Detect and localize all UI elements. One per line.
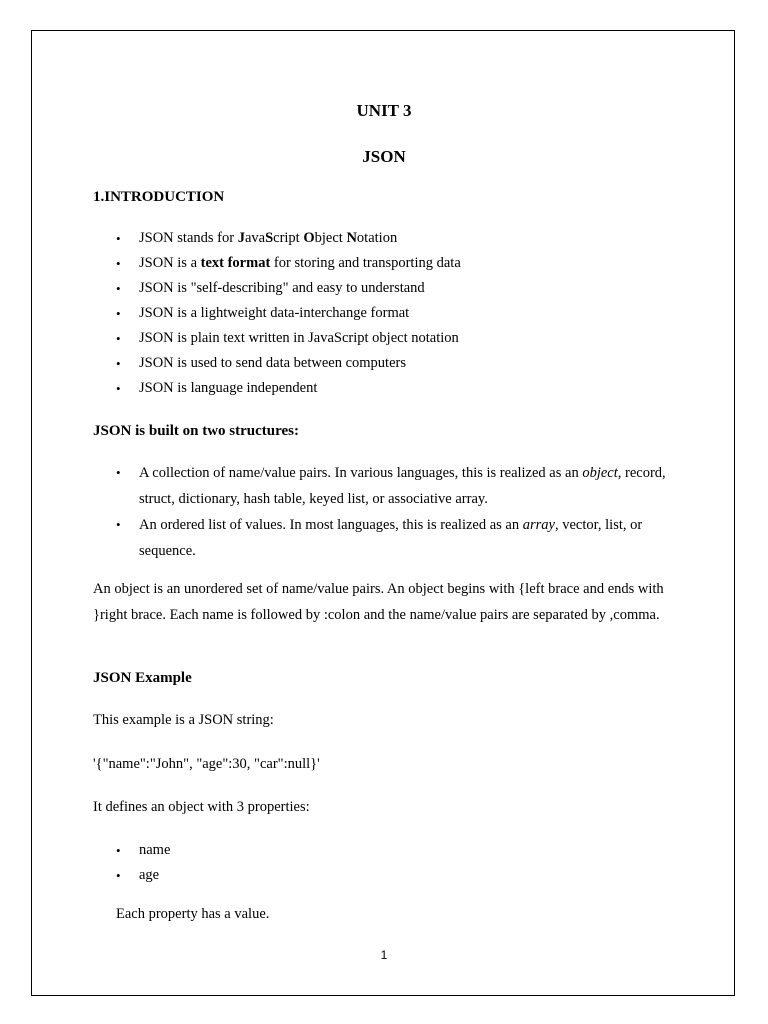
structures-heading: JSON is built on two structures: (93, 423, 299, 439)
bullet-text: An ordered list of values. In most languages, this is realized as an array, vector, list, or sequence. (139, 517, 643, 559)
list-item (0, 251, 768, 276)
list-item (0, 351, 768, 376)
bullet-icon: • (116, 256, 121, 271)
example-intro: This example is a JSON string: (93, 712, 274, 728)
topic-title: JSON (362, 147, 406, 166)
intro-heading: 1.INTRODUCTION (93, 189, 225, 205)
bullet-text: JSON is plain text written in JavaScript object notation (139, 330, 459, 346)
properties-list (0, 838, 768, 888)
bullet-text: JSON is language independent (139, 380, 318, 396)
bullet-icon: • (116, 356, 121, 371)
bullet-icon: • (116, 281, 121, 296)
example-heading: JSON Example (93, 670, 192, 686)
each-property-text: Each property has a value. (116, 906, 270, 922)
defines-text: It defines an object with 3 properties: (93, 799, 310, 815)
bullet-icon: • (116, 868, 121, 883)
bullet-icon: • (116, 465, 121, 480)
list-item (0, 226, 768, 251)
bullet-text: JSON stands for JavaScript Object Notation (139, 230, 398, 246)
list-item (0, 460, 768, 512)
bullet-text: A collection of name/value pairs. In various languages, this is realized as an object, record, struct, dictionary, hash table, keyed list, or associative array. (139, 465, 666, 507)
bullet-icon: • (116, 517, 121, 532)
bullet-text: age (139, 867, 160, 883)
bullet-text: JSON is a text format for storing and transporting data (139, 255, 461, 271)
bullet-text: JSON is a lightweight data-interchange format (139, 305, 410, 321)
bullet-text: JSON is "self-describing" and easy to understand (139, 280, 425, 296)
page-number: 1 (380, 948, 388, 962)
bullet-text: name (139, 842, 171, 858)
structures-list (0, 460, 768, 564)
bullet-text: JSON is used to send data between computers (139, 355, 406, 371)
object-paragraph: An object is an unordered set of name/value pairs. An object begins with {left brace and ends with }right brace. Each name is followed by :colon and the name/value pairs are separated by ,comma. (93, 581, 664, 623)
list-item (0, 838, 768, 863)
bullet-icon: • (116, 381, 121, 396)
example-string: '{"name":"John", "age":30, "car":null}' (93, 756, 320, 772)
list-item (0, 376, 768, 401)
list-item (0, 326, 768, 351)
bullet-icon: • (116, 231, 121, 246)
bullet-icon: • (116, 843, 121, 858)
list-item (0, 512, 768, 564)
intro-bullet-list (0, 226, 768, 401)
bullet-icon: • (116, 306, 121, 321)
list-item (0, 301, 768, 326)
bullet-icon: • (116, 331, 121, 346)
unit-title: UNIT 3 (356, 101, 412, 120)
list-item (0, 276, 768, 301)
list-item (0, 863, 768, 888)
